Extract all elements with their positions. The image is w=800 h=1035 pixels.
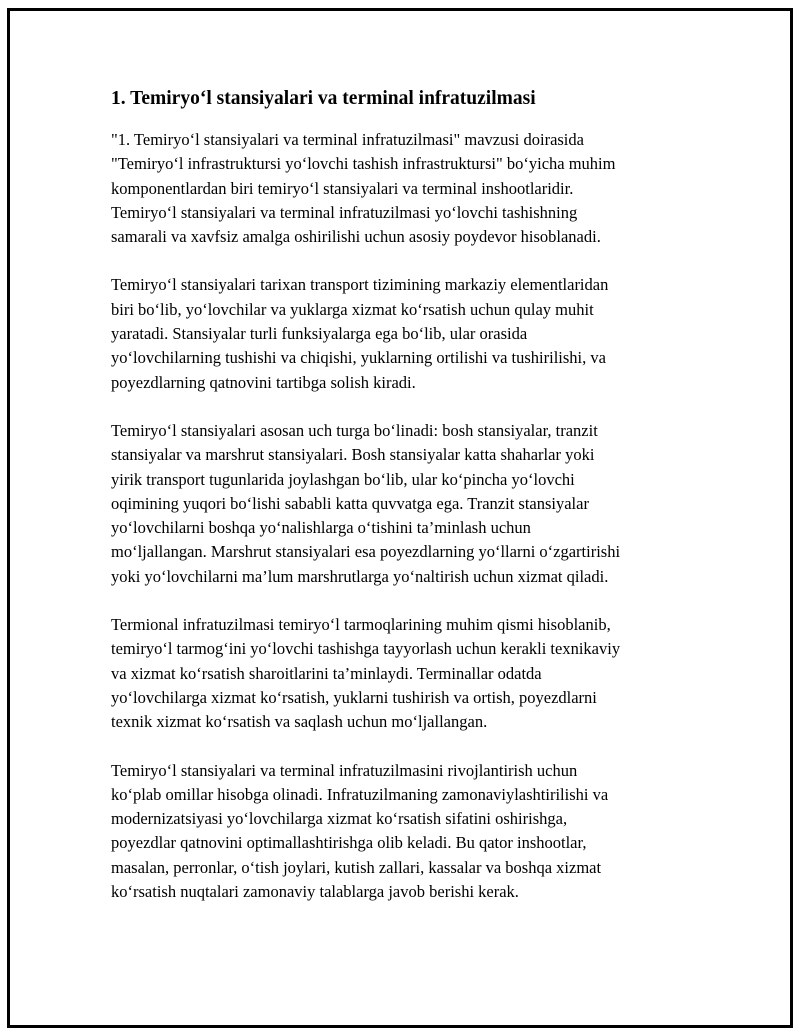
paragraph-2 [111, 273, 691, 394]
paragraph-5 [111, 759, 691, 905]
text-line: Temiryo‘l stansiyalari va terminal infratuzilmasi yo‘lovchi tashishning [111, 202, 578, 222]
text-line: Temiryo‘l stansiyalari tarixan transport tizimining markaziy elementlaridan [111, 275, 609, 295]
text-line: "1. Temiryo‘l stansiyalari va terminal infratuzilmasi" mavzusi doirasida [111, 130, 584, 149]
text-line: va xizmat ko‘rsatish sharoitlarini ta’minlaydi. Terminallar odatda [111, 663, 542, 683]
text-line: Temiryo‘l stansiyalari asosan uch turga bo‘linadi: bosh stansiyalar, tranzit [111, 420, 598, 440]
document-title: 1. Temiryo‘l stansiyalari va terminal infratuzilmasi [111, 88, 536, 109]
text-line: masalan, perronlar, o‘tish joylari, kutish zallari, kassalar va boshqa xizmat [111, 857, 602, 877]
paragraph-1 [111, 128, 691, 249]
text-line: yo‘lovchilarni boshqa yo‘nalishlarga o‘tishini ta’minlash uchun [111, 518, 531, 538]
text-line: ko‘rsatish nuqtalari zamonaviy talablarga javob berishi kerak. [111, 882, 519, 902]
text-line: yirik transport tugunlarida joylashgan bo‘lib, ular ko‘pincha yo‘lovchi [111, 469, 575, 489]
text-line: yaratadi. Stansiyalar turli funksiyalarga ega bo‘lib, ular orasida [111, 324, 528, 344]
text-line: Termional infratuzilmasi temiryo‘l tarmoqlarining muhim qismi hisoblanib, [111, 615, 611, 635]
text-line: oqimining yuqori bo‘lishi sababli katta quvvatga ega. Tranzit stansiyalar [111, 493, 589, 513]
text-line: modernizatsiyasi yo‘lovchilarga xizmat ko‘rsatish sifatini oshirishga, [111, 809, 568, 829]
text-line: temiryo‘l tarmog‘ini yo‘lovchi tashishga tayyorlash uchun kerakli texnikaviy [111, 639, 621, 659]
paragraph-3 [111, 419, 691, 589]
text-line: komponentlardan biri temiryo‘l stansiyalari va terminal inshootlaridir. [111, 178, 574, 198]
document-body [111, 86, 691, 928]
text-line: mo‘ljallangan. Marshrut stansiyalari esa poyezdlarning yo‘llarni o‘zgartirishi [111, 542, 621, 562]
paragraph-4 [111, 613, 691, 734]
text-line: biri bo‘lib, yo‘lovchilar va yuklarga xizmat ko‘rsatish uchun qulay muhit [111, 299, 594, 319]
text-line: poyezdlar qatnovini optimallashtirishga olib keladi. Bu qator inshootlar, [111, 833, 587, 853]
text-line: yo‘lovchilarga xizmat ko‘rsatish, yuklarni tushirish va ortish, poyezdlarni [111, 687, 597, 707]
text-line: poyezdlarning qatnovini tartibga solish kiradi. [111, 372, 416, 392]
text-line: ko‘plab omillar hisobga olinadi. Infratuzilmaning zamonaviylashtirilishi va [111, 784, 609, 804]
text-line: Temiryo‘l stansiyalari va terminal infratuzilmasini rivojlantirish uchun [111, 760, 578, 780]
text-line: stansiyalar va marshrut stansiyalari. Bosh stansiyalar katta shaharlar yoki [111, 445, 595, 465]
text-line: samarali va xavfsiz amalga oshirilishi uchun asosiy poydevor hisoblanadi. [111, 227, 601, 247]
text-line: yoki yo‘lovchilarni ma’lum marshrutlarga yo‘naltirish uchun xizmat qiladi. [111, 566, 609, 586]
text-line: "Temiryo‘l infrastruktursi yo‘lovchi tashish infrastruktursi" bo‘yicha muhim [111, 154, 616, 174]
text-line: texnik xizmat ko‘rsatish va saqlash uchun mo‘ljallangan. [111, 712, 488, 732]
text-line: yo‘lovchilarning tushishi va chiqishi, yuklarning ortilishi va tushirilishi, va [111, 348, 606, 368]
